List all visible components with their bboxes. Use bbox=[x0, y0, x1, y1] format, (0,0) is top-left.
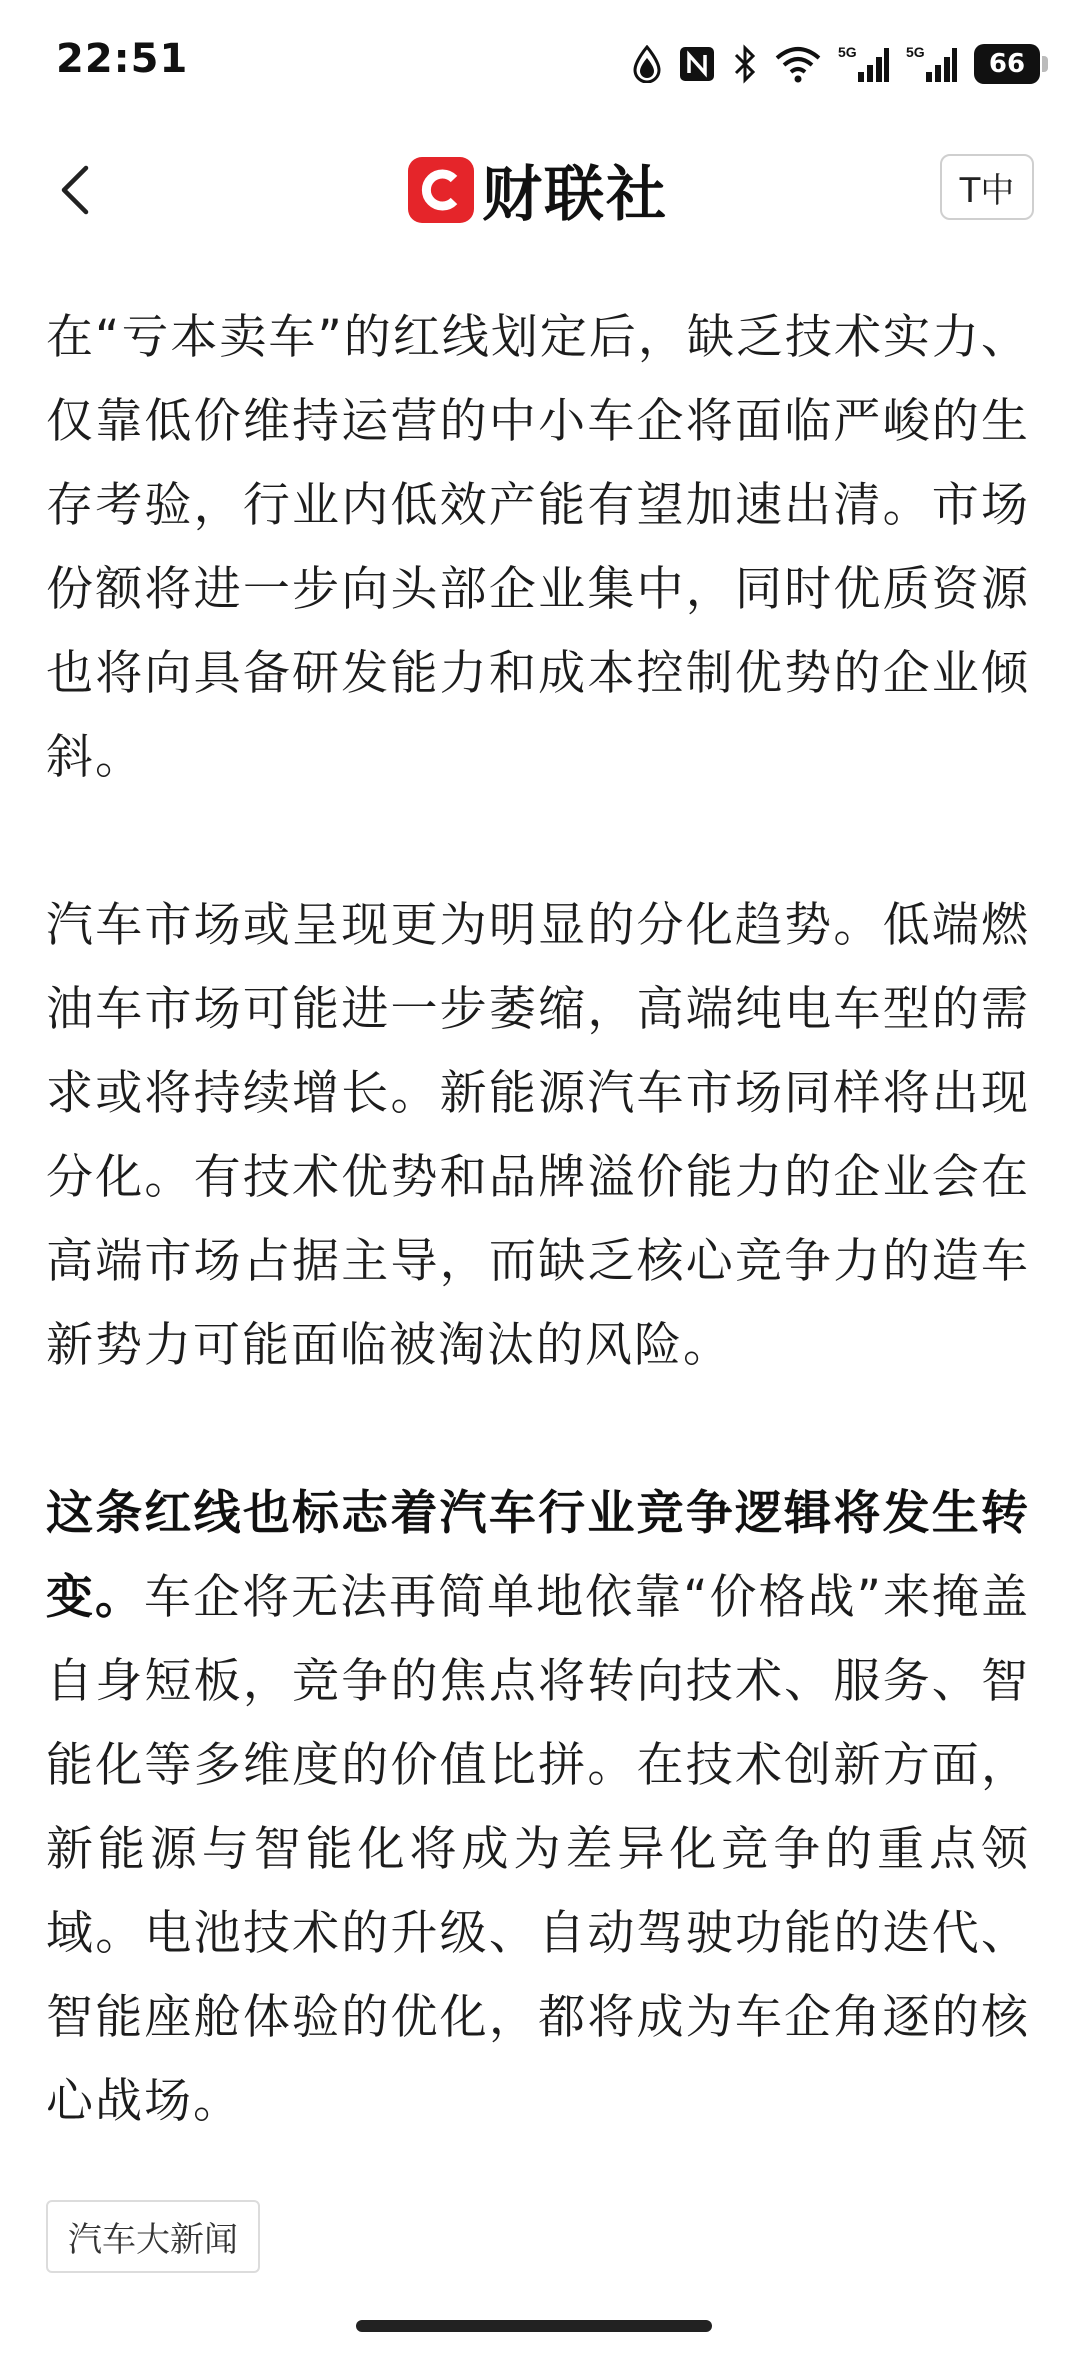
status-time: 22:51 bbox=[56, 36, 189, 82]
nfc-icon bbox=[678, 45, 716, 83]
cls-logo bbox=[408, 150, 668, 230]
paragraph-bold-lead: 这条红线也标志着汽车行业竞争逻辑将发生转变。 bbox=[46, 1486, 1030, 1625]
wifi-icon bbox=[774, 44, 822, 84]
article-paragraph bbox=[46, 1472, 1030, 2144]
signal-5g-label: 5G bbox=[906, 44, 925, 60]
signal-5g-label: 5G bbox=[838, 44, 857, 60]
article-body bbox=[46, 296, 1030, 2228]
logo-c-icon bbox=[408, 157, 474, 223]
bluetooth-icon bbox=[732, 44, 758, 84]
battery-icon bbox=[974, 44, 1040, 84]
paragraph-text: 车企将无法再简单地依靠“价格战”来掩盖自身短板，竞争的焦点将转向技术、服务、智能化等多维度的价值比拼。在技术创新方面，新能源与智能化将成为差异化竞争的重点领域。电池技术的升级、自动驾驶功能的迭代、智能座舱体验的优化，都将成为车企角逐的核心战场。 bbox=[46, 1570, 1030, 2129]
back-button[interactable] bbox=[40, 154, 112, 226]
topic-tag[interactable]: 汽车大新闻 bbox=[46, 2200, 260, 2273]
battery-tip bbox=[1042, 56, 1048, 72]
chevron-left-icon bbox=[56, 164, 96, 216]
status-bar bbox=[0, 0, 1080, 120]
logo-text: 财联社 bbox=[482, 160, 668, 230]
home-indicator[interactable] bbox=[356, 2320, 712, 2332]
article-header bbox=[0, 130, 1080, 250]
battery-level: 66 bbox=[988, 49, 1026, 79]
signal-5g-icon bbox=[838, 44, 890, 84]
data-saver-icon bbox=[632, 45, 662, 83]
font-size-button[interactable]: T中 bbox=[940, 154, 1034, 220]
article-paragraph: 汽车市场或呈现更为明显的分化趋势。低端燃油车市场可能进一步萎缩，高端纯电车型的需求或将持续增长。新能源汽车市场同样将出现分化。有技术优势和品牌溢价能力的企业会在高端市场占据主导，而缺乏核心竞争力的造车新势力可能面临被淘汰的风险。 bbox=[46, 898, 1030, 1373]
article-paragraph: 在“亏本卖车”的红线划定后，缺乏技术实力、仅靠低价维持运营的中小车企将面临严峻的生存考验，行业内低效产能有望加速出清。市场份额将进一步向头部企业集中，同时优质资源也将向具备研发能力和成本控制优势的企业倾斜。 bbox=[46, 310, 1030, 785]
signal-5g-icon bbox=[906, 44, 958, 84]
status-icons bbox=[632, 36, 1040, 92]
